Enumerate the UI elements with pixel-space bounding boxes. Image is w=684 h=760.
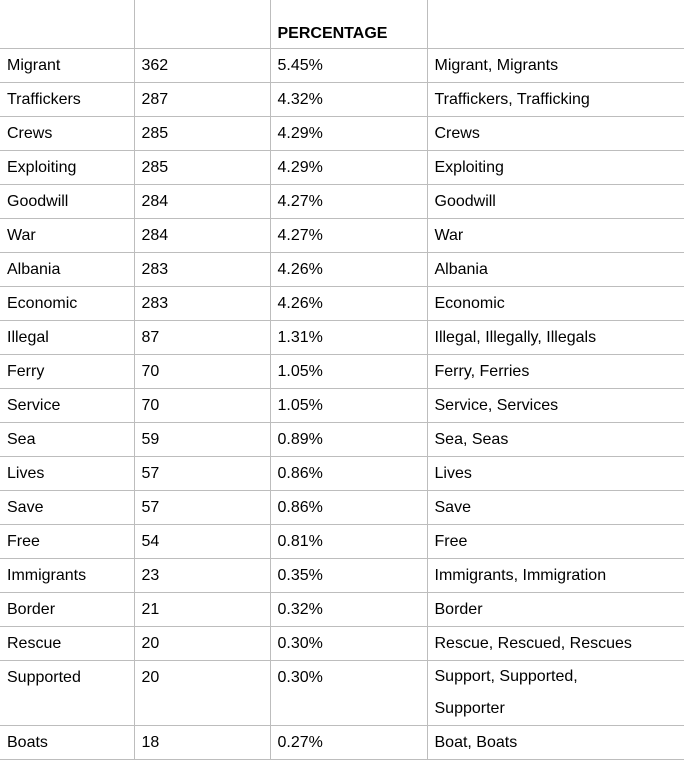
table-row bbox=[0, 726, 684, 760]
cell-percentage: 4.27% bbox=[270, 219, 427, 253]
cell-percentage: 4.27% bbox=[270, 185, 427, 219]
cell-similar-words: War bbox=[427, 219, 684, 253]
cell-percentage: 5.45% bbox=[270, 49, 427, 83]
cell-similar-words: Lives bbox=[427, 457, 684, 491]
cell-percentage: 0.81% bbox=[270, 525, 427, 559]
cell-similar-words: Illegal, Illegally, Illegals bbox=[427, 321, 684, 355]
cell-count: 57 bbox=[134, 457, 270, 491]
table-row bbox=[0, 219, 684, 253]
cell-word: Supported bbox=[0, 661, 134, 726]
cell-count: 283 bbox=[134, 287, 270, 321]
cell-similar-words bbox=[427, 661, 684, 726]
header-word bbox=[0, 0, 134, 49]
cell-word: Traffickers bbox=[0, 83, 134, 117]
cell-count: 283 bbox=[134, 253, 270, 287]
cell-similar-words: Save bbox=[427, 491, 684, 525]
cell-word: Economic bbox=[0, 287, 134, 321]
cell-count: 285 bbox=[134, 151, 270, 185]
table-row bbox=[0, 389, 684, 423]
table-body bbox=[0, 49, 684, 760]
header-percentage: PERCENTAGE bbox=[270, 0, 427, 49]
cell-count: 54 bbox=[134, 525, 270, 559]
table-row bbox=[0, 49, 684, 83]
cell-similar-words: Service, Services bbox=[427, 389, 684, 423]
cell-similar-words: Free bbox=[427, 525, 684, 559]
cell-similar-words: Ferry, Ferries bbox=[427, 355, 684, 389]
cell-similar-words-line: Supporter bbox=[435, 693, 684, 725]
cell-count: 70 bbox=[134, 355, 270, 389]
cell-count: 59 bbox=[134, 423, 270, 457]
cell-similar-words: Exploiting bbox=[427, 151, 684, 185]
cell-similar-words: Albania bbox=[427, 253, 684, 287]
cell-similar-words: Immigrants, Immigration bbox=[427, 559, 684, 593]
table-row bbox=[0, 525, 684, 559]
cell-count: 20 bbox=[134, 661, 270, 726]
cell-percentage: 4.29% bbox=[270, 117, 427, 151]
cell-count: 87 bbox=[134, 321, 270, 355]
cell-percentage: 0.86% bbox=[270, 491, 427, 525]
cell-similar-words: Goodwill bbox=[427, 185, 684, 219]
cell-count: 362 bbox=[134, 49, 270, 83]
cell-word: Crews bbox=[0, 117, 134, 151]
cell-percentage: 4.26% bbox=[270, 253, 427, 287]
cell-word: Lives bbox=[0, 457, 134, 491]
cell-similar-words-line: Support, Supported, bbox=[435, 661, 684, 693]
table-row bbox=[0, 287, 684, 321]
cell-similar-words: Traffickers, Trafficking bbox=[427, 83, 684, 117]
cell-percentage: 0.30% bbox=[270, 661, 427, 726]
cell-word: Ferry bbox=[0, 355, 134, 389]
cell-percentage: 4.32% bbox=[270, 83, 427, 117]
cell-percentage: 1.05% bbox=[270, 355, 427, 389]
table-row bbox=[0, 559, 684, 593]
table-row bbox=[0, 457, 684, 491]
cell-percentage: 4.26% bbox=[270, 287, 427, 321]
cell-count: 285 bbox=[134, 117, 270, 151]
cell-percentage: 0.27% bbox=[270, 726, 427, 760]
cell-count: 18 bbox=[134, 726, 270, 760]
cell-word: Save bbox=[0, 491, 134, 525]
cell-percentage: 0.86% bbox=[270, 457, 427, 491]
table-row bbox=[0, 423, 684, 457]
table-row bbox=[0, 151, 684, 185]
header-count bbox=[134, 0, 270, 49]
table-row bbox=[0, 117, 684, 151]
cell-count: 20 bbox=[134, 627, 270, 661]
cell-count: 284 bbox=[134, 219, 270, 253]
cell-percentage: 1.31% bbox=[270, 321, 427, 355]
table-row bbox=[0, 661, 684, 726]
cell-percentage: 4.29% bbox=[270, 151, 427, 185]
cell-count: 284 bbox=[134, 185, 270, 219]
cell-word: Albania bbox=[0, 253, 134, 287]
cell-count: 21 bbox=[134, 593, 270, 627]
cell-word: Migrant bbox=[0, 49, 134, 83]
cell-percentage: 0.89% bbox=[270, 423, 427, 457]
cell-word: Goodwill bbox=[0, 185, 134, 219]
cell-similar-words: Rescue, Rescued, Rescues bbox=[427, 627, 684, 661]
cell-similar-words: Boat, Boats bbox=[427, 726, 684, 760]
cell-word: Sea bbox=[0, 423, 134, 457]
cell-similar-words: Economic bbox=[427, 287, 684, 321]
cell-count: 23 bbox=[134, 559, 270, 593]
table-row bbox=[0, 627, 684, 661]
cell-word: Free bbox=[0, 525, 134, 559]
header-similar-words bbox=[427, 0, 684, 49]
table-row bbox=[0, 491, 684, 525]
cell-word: Exploiting bbox=[0, 151, 134, 185]
cell-word: Immigrants bbox=[0, 559, 134, 593]
cell-word: Rescue bbox=[0, 627, 134, 661]
cell-percentage: 0.32% bbox=[270, 593, 427, 627]
cell-count: 287 bbox=[134, 83, 270, 117]
cell-similar-words: Sea, Seas bbox=[427, 423, 684, 457]
cell-word: Service bbox=[0, 389, 134, 423]
cell-percentage: 0.35% bbox=[270, 559, 427, 593]
cell-percentage: 0.30% bbox=[270, 627, 427, 661]
table-row bbox=[0, 593, 684, 627]
table-row bbox=[0, 83, 684, 117]
table-row bbox=[0, 253, 684, 287]
cell-word: Boats bbox=[0, 726, 134, 760]
table-row bbox=[0, 321, 684, 355]
table-header bbox=[0, 0, 684, 49]
cell-word: War bbox=[0, 219, 134, 253]
cell-count: 57 bbox=[134, 491, 270, 525]
cell-count: 70 bbox=[134, 389, 270, 423]
cell-similar-words: Border bbox=[427, 593, 684, 627]
cell-word: Border bbox=[0, 593, 134, 627]
cell-word: Illegal bbox=[0, 321, 134, 355]
cell-percentage: 1.05% bbox=[270, 389, 427, 423]
table-row bbox=[0, 185, 684, 219]
cell-similar-words: Migrant, Migrants bbox=[427, 49, 684, 83]
cell-similar-words: Crews bbox=[427, 117, 684, 151]
header-row bbox=[0, 0, 684, 49]
table-row bbox=[0, 355, 684, 389]
